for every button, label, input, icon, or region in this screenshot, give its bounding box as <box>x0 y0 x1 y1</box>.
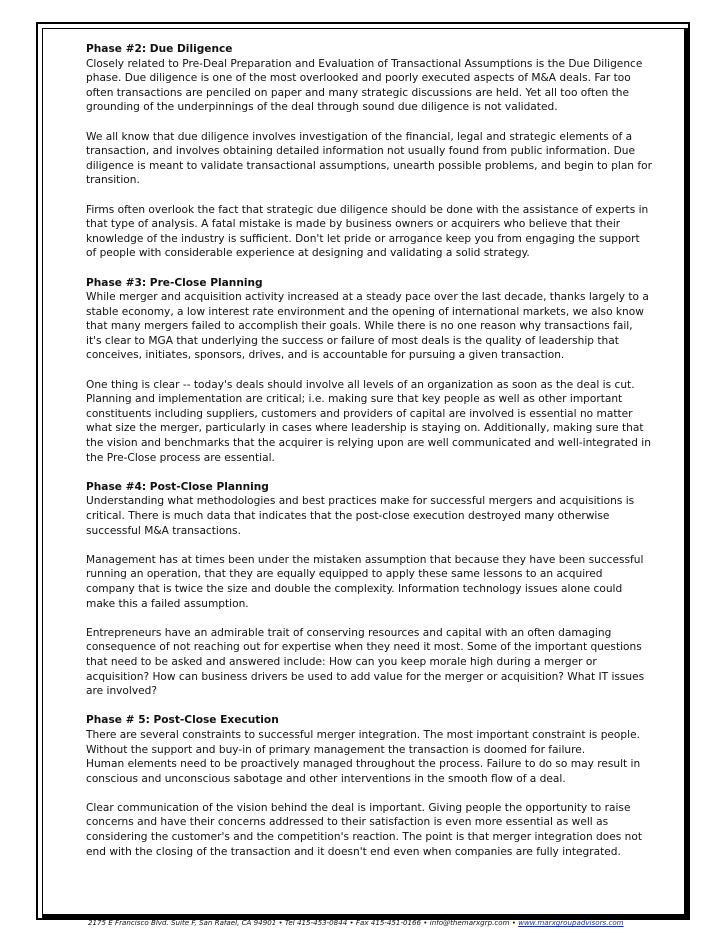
paragraph <box>86 494 646 538</box>
text-line: successful M&A transactions. <box>86 524 241 537</box>
document-body <box>86 42 652 874</box>
text-line: are involved? <box>86 685 157 698</box>
footer <box>88 918 648 928</box>
text-line: diligence is meant to validate transactional assumptions, unearth possible problems, and begin to plan for <box>86 159 652 172</box>
text-line: conceives, initiates, sponsors, drives, and is accountable for pursuing a given transaction. <box>86 349 565 362</box>
text-line: the Pre-Close process are essential. <box>86 451 275 464</box>
text-line: Management has at times been under the mistaken assumption that because they have been successful <box>86 553 644 566</box>
text-line: Human elements need to be proactively managed throughout the process. Failure to do so may result in <box>86 758 641 771</box>
section-heading: Phase #3: Pre-Close Planning <box>86 276 263 289</box>
footer-website-link[interactable]: www.marxgroupadvisors.com <box>518 918 624 927</box>
paragraph <box>86 801 646 859</box>
paragraph <box>86 203 649 261</box>
text-line: There are several constraints to successful merger integration. The most important constraint is people. <box>86 728 640 741</box>
paragraph <box>86 290 649 363</box>
section-phase-3 <box>86 276 651 466</box>
text-line: We all know that due diligence involves investigation of the financial, legal and strategic elements of a <box>86 130 633 143</box>
text-line: the vision and benchmarks that the acquirer is relying upon are well communicated and well-integrated in <box>86 437 651 450</box>
section-heading: Phase #4: Post-Close Planning <box>86 480 269 493</box>
text-line: it's clear to MGA that underlying the success or failure of most deals is the quality of leadership that <box>86 334 619 347</box>
section-phase-4 <box>86 480 646 699</box>
paragraph <box>86 553 646 611</box>
text-line: make this a failed assumption. <box>86 597 249 610</box>
paragraph <box>86 378 651 466</box>
text-line: consequence of not reaching out for expertise when they need it most. Some of the important questions <box>86 641 642 654</box>
text-line: While merger and acquisition activity increased at a steady pace over the last decade, thanks largely to a <box>86 291 649 304</box>
text-line: Understanding what methodologies and best practices make for successful mergers and acquisitions is <box>86 495 635 508</box>
paragraph <box>86 57 646 115</box>
paragraph <box>86 626 646 699</box>
text-line: end with the closing of the transaction and it doesn't end even when companies are fully integrated. <box>86 845 621 858</box>
text-line: Without the support and buy-in of primary management the transaction is doomed for failure. <box>86 743 586 756</box>
text-line: that need to be asked and answered include: How can you keep morale high during a merger or <box>86 655 597 668</box>
text-line: conscious and unconscious sabotage and other interventions in the smooth flow of a deal. <box>86 772 566 785</box>
text-line: transition. <box>86 174 140 187</box>
text-line: that type of analysis. A fatal mistake is made by business owners or acquirers who believe that their <box>86 218 621 231</box>
text-line: phase. Due diligence is one of the most overlooked and poorly executed aspects of M&A deals. Far too <box>86 72 631 85</box>
text-line: knowledge of the industry is sufficient. Don't let pride or arrogance keep you from engaging the support <box>86 232 640 245</box>
text-line: constituents including suppliers, customers and providers of capital are involved is essential no matter <box>86 407 633 420</box>
text-line: One thing is clear -- today's deals should involve all levels of an organization as soon as the deal is cut. <box>86 378 635 391</box>
text-line: grounding of the underpinnings of the deal through sound due diligence is not validated. <box>86 101 558 114</box>
text-line: Planning and implementation are critical; i.e. making sure that key people as well as other important <box>86 393 623 406</box>
section-heading: Phase # 5: Post-Close Execution <box>86 714 279 727</box>
text-line: critical. There is much data that indicates that the post-close execution destroyed many otherwise <box>86 510 610 522</box>
text-line: of people with considerable experience at designing and validating a solid strategy. <box>86 247 530 260</box>
text-line: Clear communication of the vision behind the deal is important. Giving people the opportunity to raise <box>86 801 631 814</box>
paragraph <box>86 130 652 188</box>
text-line: concerns and have their concerns addressed to their satisfaction is even more essential as well as <box>86 816 609 829</box>
text-line: Entrepreneurs have an admirable trait of conserving resources and capital with an often damaging <box>86 626 612 639</box>
text-line: stable economy, a low interest rate environment and the opening of international markets, we also know <box>86 305 644 318</box>
text-line: acquisition? How can business drivers be used to add value for the merger or acquisition? What IT issues <box>86 670 645 683</box>
section-phase-5 <box>86 713 646 859</box>
text-line: transaction, and involves obtaining detailed information not usually found from public information. Due <box>86 145 635 158</box>
text-line: often transactions are penciled on paper and many strategic discussions are held. Yet all too often the <box>86 86 629 99</box>
footer-address: 2175 E Francisco Blvd. Suite F, San Rafael, CA 94901 • Tel 415-453-0844 • Fax 415-451-0166 • info@themarxgrp.com • <box>88 918 519 927</box>
text-line: company that is twice the size and double the complexity. Information technology issues alone could <box>86 582 623 595</box>
text-line: that many mergers failed to accomplish their goals. While there is no one reason why transactions fail, <box>86 320 633 333</box>
section-phase-2 <box>86 42 652 261</box>
text-line: what size the merger, particularly in cases where leadership is staying on. Additionally, making sure that <box>86 422 644 435</box>
section-heading: Phase #2: Due Diligence <box>86 43 233 55</box>
text-line: considering the customer's and the competition's reaction. The point is that merger integration does not <box>86 831 643 844</box>
text-line: Firms often overlook the fact that strategic due diligence should be done with the assistance of experts in <box>86 203 649 216</box>
text-line: running an operation, that they are equally equipped to apply these same lessons to an acquired <box>86 568 603 581</box>
text-line: Closely related to Pre-Deal Preparation and Evaluation of Transactional Assumptions is the Due Diligence <box>86 57 643 70</box>
paragraph <box>86 728 646 786</box>
